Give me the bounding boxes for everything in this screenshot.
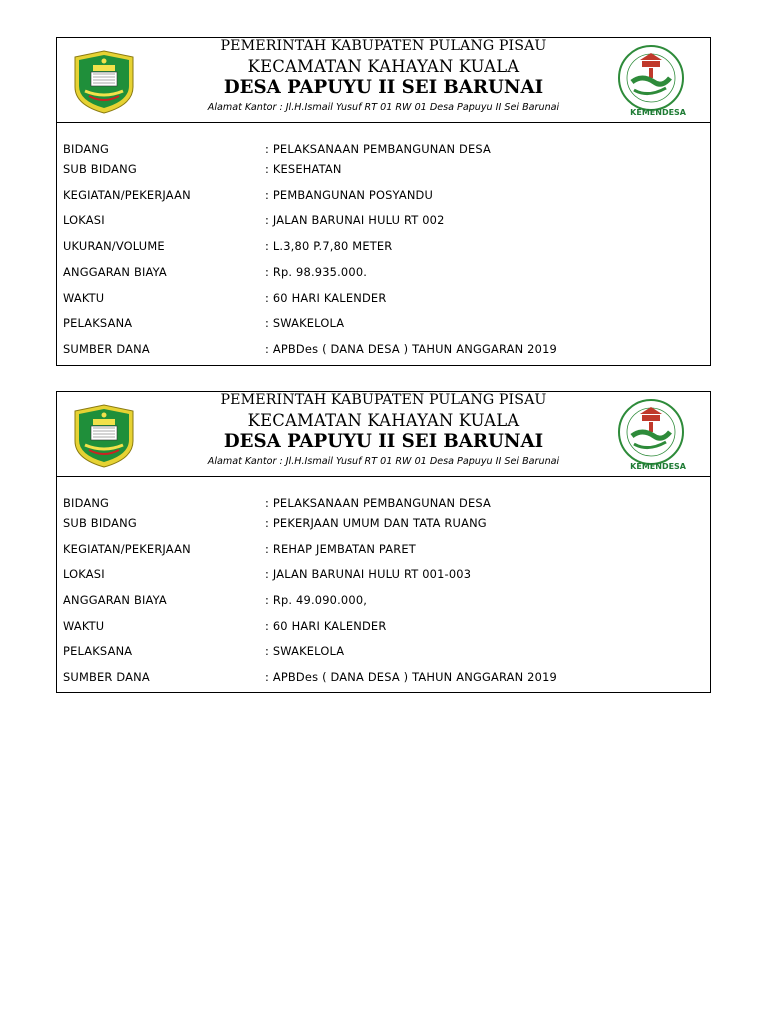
row-value: : APBDes ( DANA DESA ) TAHUN ANGGARAN 2019	[265, 670, 557, 684]
table-row	[63, 213, 706, 231]
header-address: Alamat Kantor : Jl.H.Ismail Yusuf RT 01 RW 01 Desa Papuyu II Sei Barunai	[207, 102, 560, 113]
table-row	[63, 316, 706, 334]
row-value: : PEKERJAAN UMUM DAN TATA RUANG	[265, 516, 487, 530]
table-row	[63, 516, 706, 534]
row-label: SUMBER DANA	[63, 342, 150, 356]
table-row	[63, 644, 706, 662]
row-label: SUMBER DANA	[63, 670, 150, 684]
row-label: BIDANG	[63, 142, 110, 156]
row-value: : Rp. 98.935.000.	[265, 265, 368, 279]
table-row	[63, 265, 706, 283]
header-address: Alamat Kantor : Jl.H.Ismail Yusuf RT 01 RW 01 Desa Papuyu II Sei Barunai	[207, 456, 560, 467]
table-row	[63, 619, 706, 637]
table-row	[63, 142, 706, 160]
row-label: LOKASI	[63, 567, 105, 581]
row-value: : SWAKELOLA	[265, 644, 345, 658]
table-row	[63, 162, 706, 180]
header-line-2: KECAMATAN KAHAYAN KUALA	[247, 411, 520, 430]
row-value: : KESEHATAN	[265, 162, 342, 176]
row-value: : PELAKSANAAN PEMBANGUNAN DESA	[265, 496, 492, 510]
row-value: : APBDes ( DANA DESA ) TAHUN ANGGARAN 2019	[265, 342, 557, 356]
kemendesa-label: KEMENDESA	[630, 108, 686, 117]
table-row	[63, 291, 706, 309]
row-value: : 60 HARI KALENDER	[265, 619, 387, 633]
row-label: SUB BIDANG	[63, 162, 137, 176]
row-label: ANGGARAN BIAYA	[63, 593, 167, 607]
table-row	[63, 342, 706, 360]
table-row	[63, 670, 706, 688]
row-label: PELAKSANA	[63, 316, 133, 330]
row-label: UKURAN/VOLUME	[63, 239, 165, 253]
row-label: LOKASI	[63, 213, 105, 227]
header-village-name: DESA PAPUYU II SEI BARUNAI	[223, 431, 544, 452]
row-label: KEGIATAN/PEKERJAAN	[63, 188, 191, 202]
row-value: : PELAKSANAAN PEMBANGUNAN DESA	[265, 142, 492, 156]
row-label: WAKTU	[63, 291, 105, 305]
letterhead	[57, 392, 710, 477]
info-board-jembatan	[56, 391, 711, 693]
header-line-2: KECAMATAN KAHAYAN KUALA	[247, 57, 520, 76]
table-row	[63, 239, 706, 257]
row-label: BIDANG	[63, 496, 110, 510]
table-row	[63, 542, 706, 560]
row-value: : 60 HARI KALENDER	[265, 291, 387, 305]
row-value: : JALAN BARUNAI HULU RT 002	[265, 213, 445, 227]
row-value: : L.3,80 P.7,80 METER	[265, 239, 393, 253]
info-board-posyandu	[56, 37, 711, 366]
table-row	[63, 188, 706, 206]
row-label: WAKTU	[63, 619, 105, 633]
header-village-name: DESA PAPUYU II SEI BARUNAI	[223, 77, 544, 98]
table-row	[63, 567, 706, 585]
table-row	[63, 496, 706, 514]
row-value: : REHAP JEMBATAN PARET	[265, 542, 416, 556]
row-label: PELAKSANA	[63, 644, 133, 658]
row-value: : SWAKELOLA	[265, 316, 345, 330]
row-label: SUB BIDANG	[63, 516, 137, 530]
header-line-1: PEMERINTAH KABUPATEN PULANG PISAU	[220, 392, 547, 408]
kemendesa-label: KEMENDESA	[630, 462, 686, 471]
row-value: : PEMBANGUNAN POSYANDU	[265, 188, 434, 202]
table-row	[63, 593, 706, 611]
row-value: : JALAN BARUNAI HULU RT 001-003	[265, 567, 472, 581]
header-line-1: PEMERINTAH KABUPATEN PULANG PISAU	[220, 38, 547, 54]
row-value: : Rp. 49.090.000,	[265, 593, 368, 607]
row-label: ANGGARAN BIAYA	[63, 265, 167, 279]
row-label: KEGIATAN/PEKERJAAN	[63, 542, 191, 556]
letterhead	[57, 38, 710, 123]
